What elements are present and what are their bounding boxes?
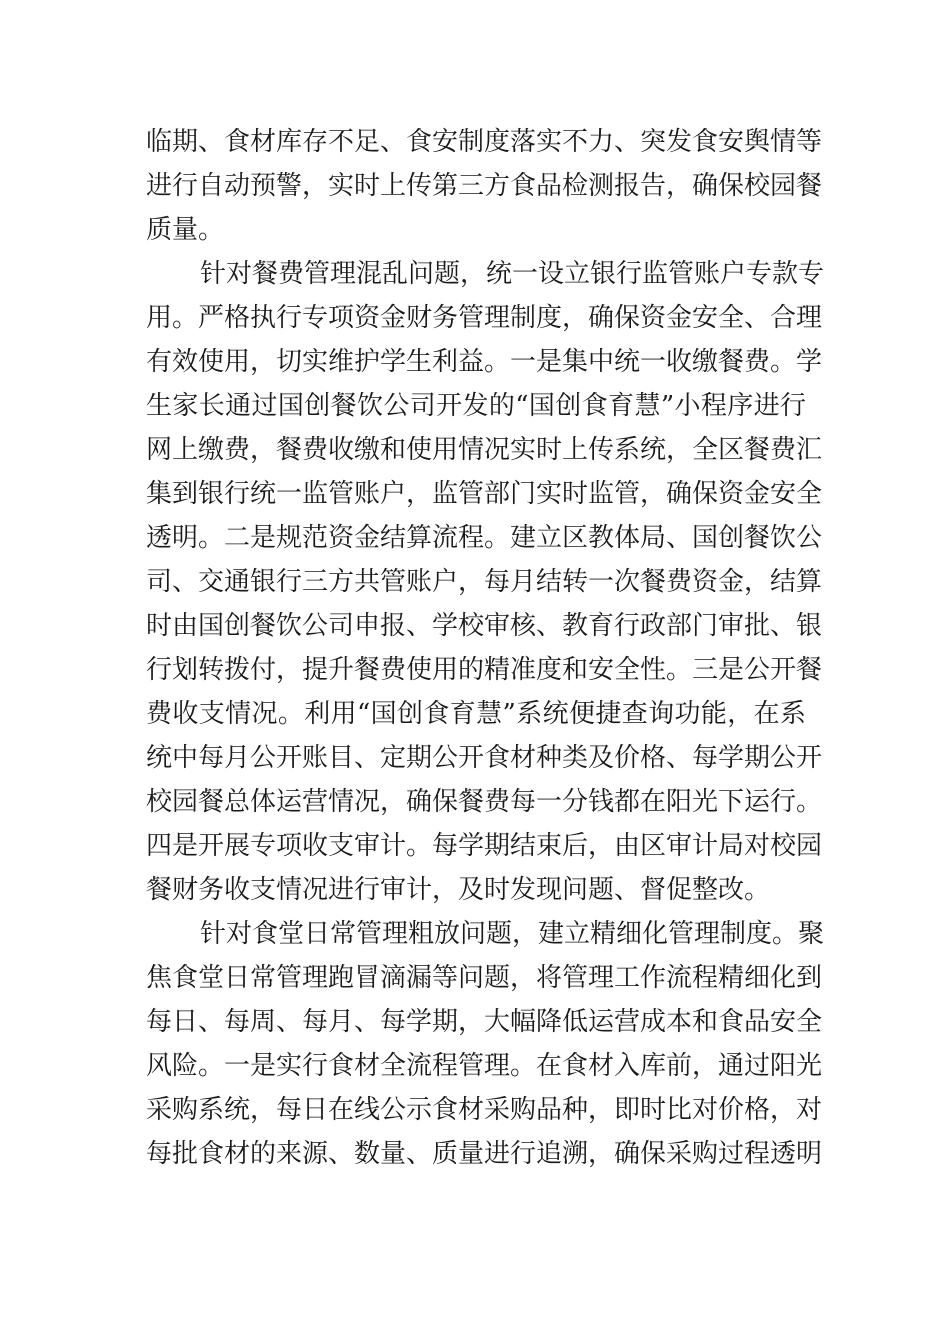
text-line: 透明。二是规范资金结算流程。建立区教体局、国创餐饮公 (146, 523, 823, 553)
text-line: 生家长通过国创餐饮公司开发的“国创食育慧”小程序进行 (146, 391, 806, 421)
text-line: 餐财务收支情况进行审计，及时发现问题、督促整改。 (146, 875, 771, 905)
text-line: 每日、每周、每月、每学期，大幅降低运营成本和食品安全 (146, 1007, 823, 1037)
text-line: 统中每月公开账目、定期公开食材种类及价格、每学期公开 (146, 743, 823, 773)
text-line: 有效使用，切实维护学生利益。一是集中统一收缴餐费。学 (146, 347, 823, 377)
text-line: 进行自动预警，实时上传第三方食品检测报告，确保校园餐 (146, 171, 823, 201)
text-line: 行划转拨付，提升餐费使用的精准度和安全性。三是公开餐 (146, 655, 823, 685)
text-line: 风险。一是实行食材全流程管理。在食材入库前，通过阳光 (146, 1051, 823, 1081)
text-line: 采购系统，每日在线公示食材采购品种，即时比对价格，对 (146, 1095, 823, 1125)
text-line: 用。严格执行专项资金财务管理制度，确保资金安全、合理 (146, 303, 823, 333)
paragraph-first-line: 针对餐费管理混乱问题，统一设立银行监管账户专款专 (200, 259, 825, 289)
text-line: 质量。 (146, 215, 225, 245)
paragraph-first-line: 针对食堂日常管理粗放问题，建立精细化管理制度。聚 (200, 919, 825, 949)
text-line: 临期、食材库存不足、食安制度落实不力、突发食安舆情等 (146, 127, 823, 157)
text-line: 司、交通银行三方共管账户，每月结转一次餐费资金，结算 (146, 567, 823, 597)
text-line: 焦食堂日常管理跑冒滴漏等问题，将管理工作流程精细化到 (146, 963, 823, 993)
text-line: 集到银行统一监管账户，监管部门实时监管，确保资金安全 (146, 479, 823, 509)
text-line: 时由国创餐饮公司申报、学校审核、教育行政部门审批、银 (146, 611, 823, 641)
text-line: 费收支情况。利用“国创食育慧”系统便捷查询功能，在系 (146, 699, 806, 729)
text-line: 校园餐总体运营情况，确保餐费每一分钱都在阳光下运行。 (146, 787, 823, 817)
text-line: 每批食材的来源、数量、质量进行追溯，确保采购过程透明 (146, 1139, 823, 1169)
text-line: 四是开展专项收支审计。每学期结束后，由区审计局对校园 (146, 831, 823, 861)
text-line: 网上缴费，餐费收缴和使用情况实时上传系统，全区餐费汇 (146, 435, 823, 465)
